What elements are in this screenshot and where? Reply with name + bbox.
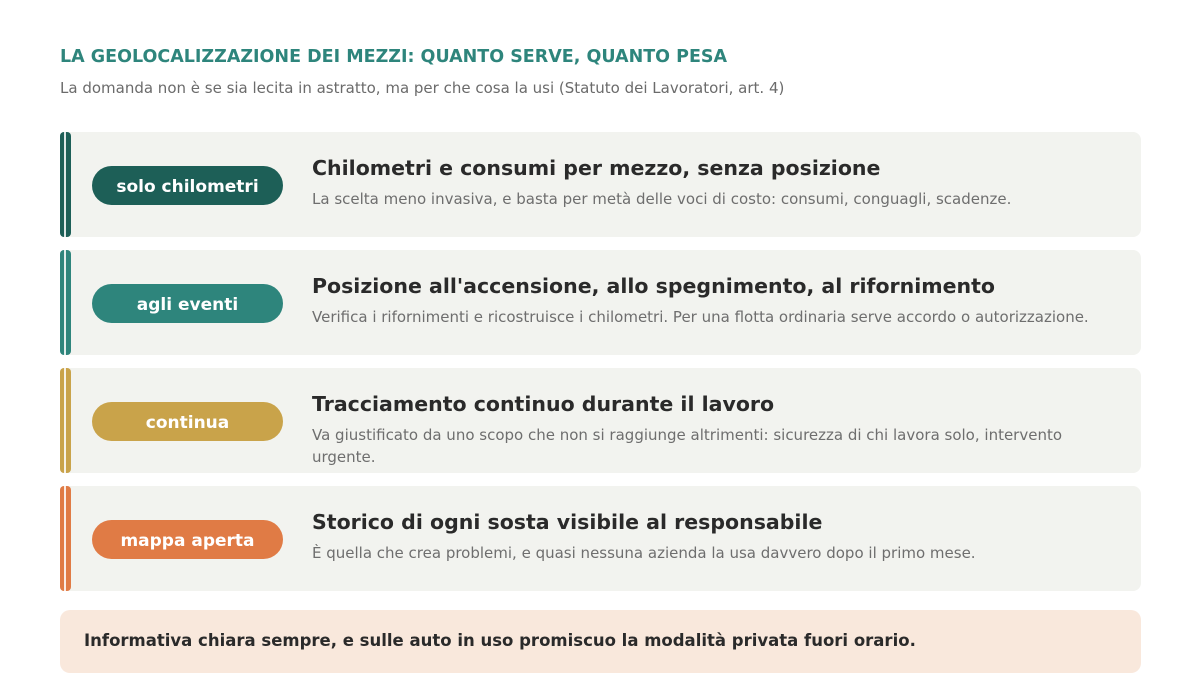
footer-note-text: Informativa chiara sempre, e sulle auto in uso promiscuo la modalità privata fuori orario. [84, 631, 916, 650]
level-accent-bar [60, 368, 71, 473]
level-heading: Storico di ogni sosta visibile al responsabile [312, 510, 823, 534]
level-badge: agli eventi [92, 284, 283, 323]
level-description: Va giustificato da uno scopo che non si raggiunge altrimenti: sicurezza di chi lavora solo, intervento urgente. [312, 426, 1063, 466]
level-heading: Chilometri e consumi per mezzo, senza posizione [312, 156, 881, 180]
page-subtitle: La domanda non è se sia lecita in astratto, ma per che cosa la usi (Statuto dei Lavoratori, art. 4) [60, 79, 785, 97]
level-accent-bar [60, 250, 71, 355]
level-description: La scelta meno invasiva, e basta per metà delle voci di costo: consumi, conguagli, scadenze. [312, 190, 1012, 208]
level-accent-bar [60, 486, 71, 591]
level-card-agli-eventi [60, 250, 1141, 355]
level-heading: Posizione all'accensione, allo spegnimento, al rifornimento [312, 274, 996, 298]
level-card-solo-chilometri [60, 132, 1141, 237]
level-description: È quella che crea problemi, e quasi nessuna azienda la usa davvero dopo il primo mese. [312, 544, 976, 562]
level-badge: solo chilometri [92, 166, 283, 205]
level-accent-bar [60, 132, 71, 237]
level-badge: mappa aperta [92, 520, 283, 559]
level-card-mappa-aperta [60, 486, 1141, 591]
level-heading: Tracciamento continuo durante il lavoro [312, 392, 775, 416]
footer-note-box [60, 610, 1141, 673]
level-badge: continua [92, 402, 283, 441]
page-title: LA GEOLOCALIZZAZIONE DEI MEZZI: QUANTO SERVE, QUANTO PESA [60, 47, 728, 67]
level-description: Verifica i rifornimenti e ricostruisce i chilometri. Per una flotta ordinaria serve accordo o autorizzazione. [312, 308, 1089, 326]
level-card-continua [60, 368, 1141, 473]
